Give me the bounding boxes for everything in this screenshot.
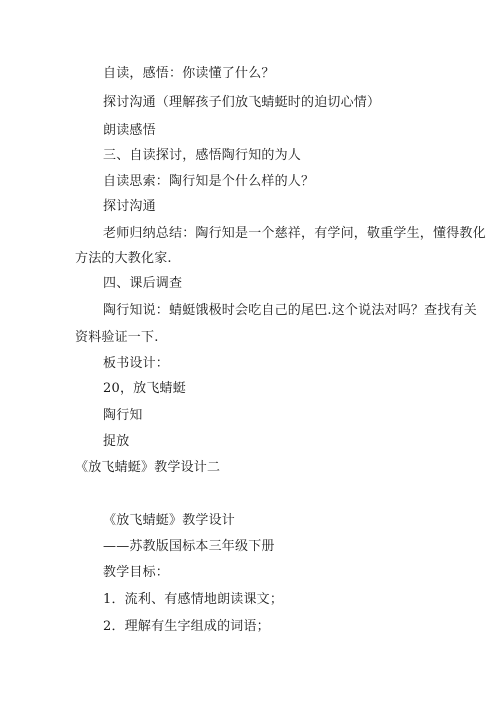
board-keyword: 捉放 [103, 434, 130, 449]
text-line-6: 探讨沟通 [103, 199, 156, 214]
text-line-7: 老师归纳总结：陶行知是一个慈祥，有学问，敬重学生，懂得教化 [103, 226, 486, 241]
text-line-5: 自读思索：陶行知是个什么样的人？ [103, 174, 315, 189]
document-title-2: 《放飞蜻蜓》教学设计二 [75, 460, 221, 475]
text-line-11: 资料验证一下. [75, 330, 159, 345]
objectives-label: 教学目标： [103, 565, 170, 580]
text-line-8: 方法的大教化家. [75, 251, 172, 266]
board-title: 20，放飞蜻蜓 [103, 381, 186, 396]
objective-item-2: 2．理解有生字组成的词语； [103, 619, 270, 634]
text-line-2: 探讨沟通（理解孩子们放飞蜻蜓时的迫切心情） [103, 95, 381, 110]
objective-item-1: 1．流利、有感情地朗读课文； [103, 592, 284, 607]
section-heading-3: 三、自读探讨，感悟陶行知的为人 [103, 148, 302, 163]
text-line-1: 自读，感悟：你读懂了什么？ [103, 66, 275, 81]
text-line-10: 陶行知说：蜻蜓饿极时会吃自己的尾巴.这个说法对吗？查找有关 [103, 303, 477, 318]
lesson-subtitle: ——苏教版国标本三年级下册 [103, 539, 275, 554]
board-design-label: 板书设计： [103, 356, 170, 371]
board-author: 陶行知 [103, 408, 143, 423]
text-line-3: 朗读感悟 [103, 123, 156, 138]
lesson-title: 《放飞蜻蜓》教学设计 [103, 513, 236, 528]
section-heading-4: 四、课后调查 [103, 276, 183, 291]
